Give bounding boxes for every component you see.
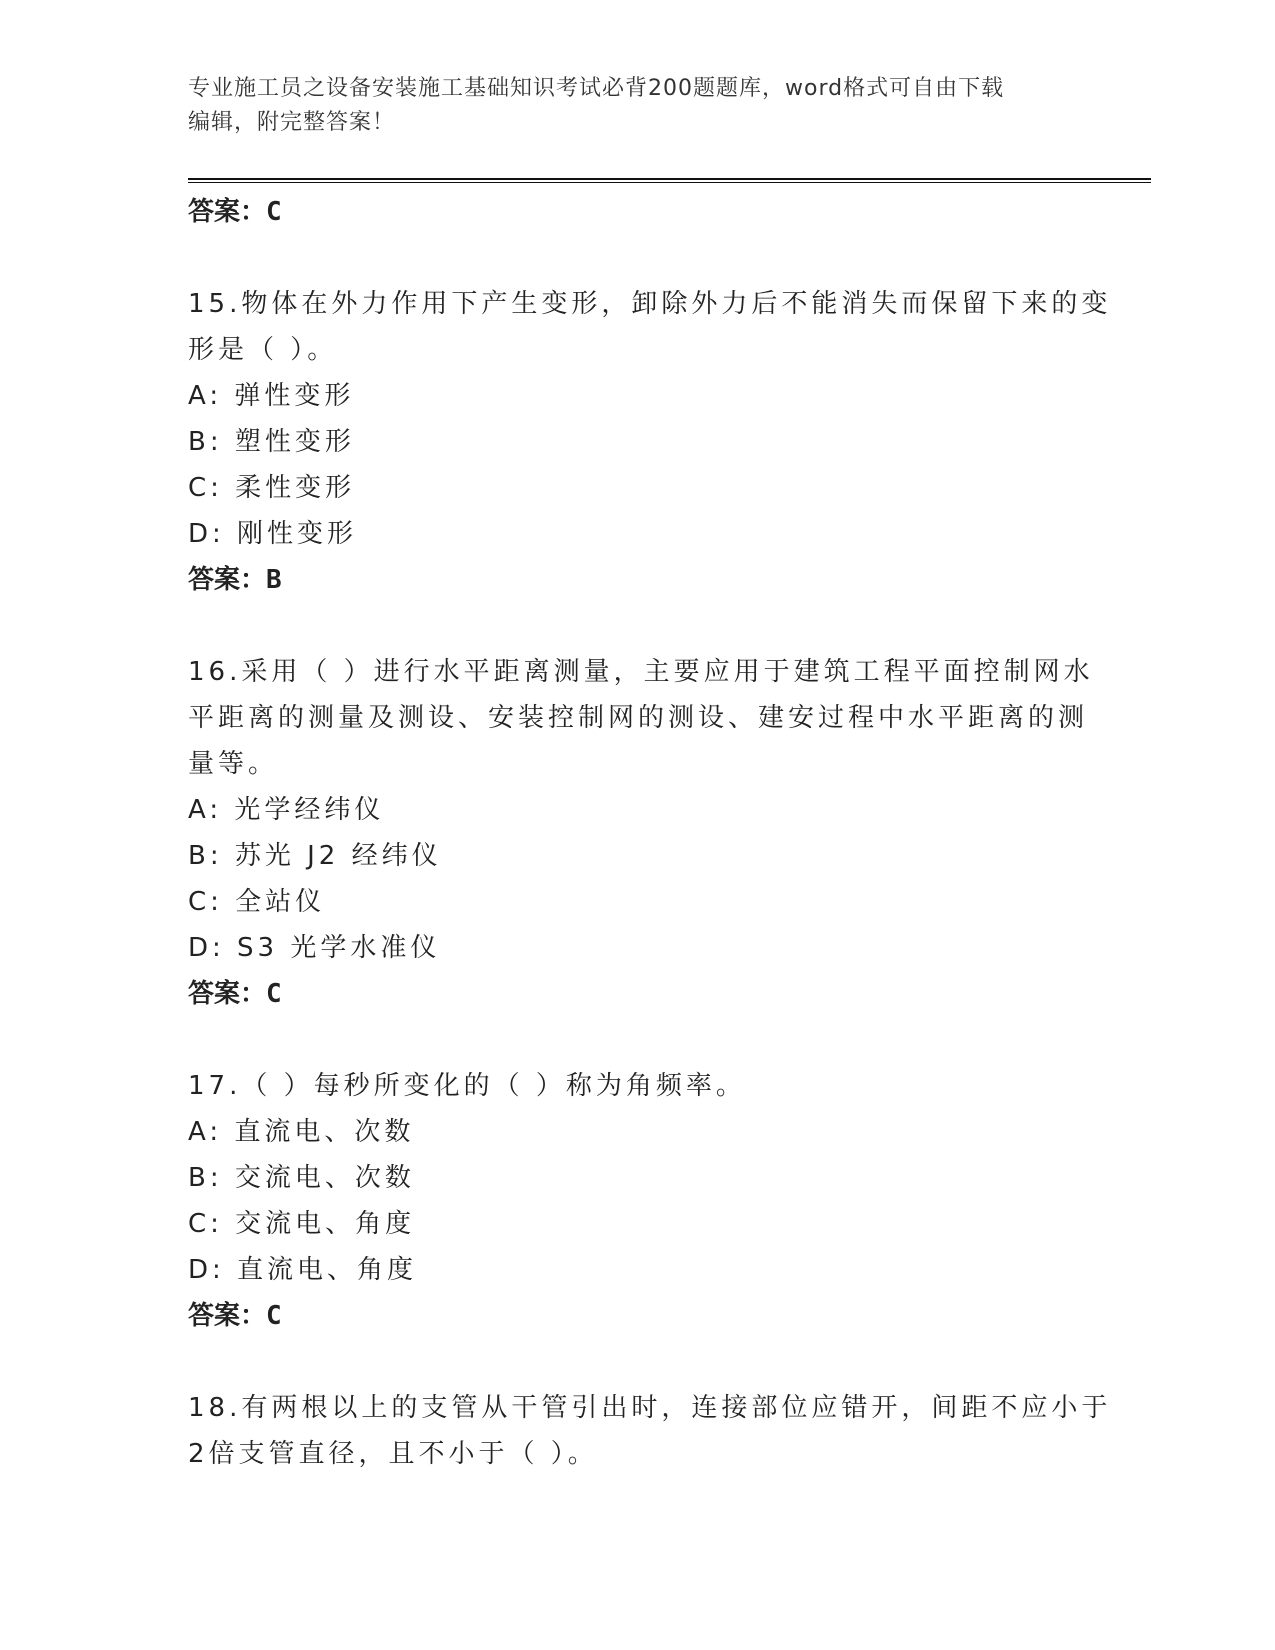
question-text: 17.（ ）每秒所变化的（ ）称为角频率。 (188, 1071, 746, 1101)
answer-line: 答案：C (188, 197, 282, 227)
question-text: 16.采用（ ）进行水平距离测量，主要应用于建筑工程平面控制网水 (188, 657, 1094, 687)
question-block (188, 281, 1112, 603)
option-b: B: 苏光 J2 经纬仪 (188, 841, 442, 871)
question-text: 15.物体在外力作用下产生变形，卸除外力后不能消失而保留下来的变 (188, 289, 1112, 319)
question-text: 形是（ ）。 (188, 335, 338, 365)
option-a: A: 弹性变形 (188, 381, 355, 411)
option-d: D: 刚性变形 (188, 519, 358, 549)
question-text: 18.有两根以上的支管从干管引出时，连接部位应错开，间距不应小于 (188, 1393, 1112, 1423)
header-title-line-2: 编辑，附完整答案！ (188, 110, 396, 135)
question-content (188, 189, 1112, 1477)
option-d: D: S3 光学水准仪 (188, 933, 441, 963)
answer-line: 答案：B (188, 565, 282, 595)
option-a: A: 光学经纬仪 (188, 795, 385, 825)
header-divider-thick (188, 178, 1151, 180)
spacer (188, 235, 1088, 281)
header-title-line-1: 专业施工员之设备安装施工基础知识考试必背200题题库，word格式可自由下载 (188, 76, 1005, 101)
answer-line: 答案：C (188, 1301, 282, 1331)
option-c: C: 柔性变形 (188, 473, 356, 503)
answer-line: 答案：C (188, 979, 282, 1009)
question-text: 2倍支管直径，且不小于（ ）。 (188, 1439, 598, 1469)
spacer (188, 1017, 1088, 1063)
question-block (188, 1063, 1088, 1339)
question-block (188, 649, 1094, 1017)
document-header (188, 72, 1088, 140)
option-b: B: 交流电、次数 (188, 1163, 415, 1193)
option-c: C: 交流电、角度 (188, 1209, 416, 1239)
spacer (188, 603, 1088, 649)
spacer (188, 1339, 1088, 1385)
option-a: A: 直流电、次数 (188, 1117, 415, 1147)
option-c: C: 全站仪 (188, 887, 326, 917)
option-d: D: 直流电、角度 (188, 1255, 418, 1285)
question-block (188, 1385, 1112, 1477)
question-text: 量等。 (188, 749, 279, 779)
option-b: B: 塑性变形 (188, 427, 355, 457)
header-divider-thin (188, 182, 1151, 183)
question-text: 平距离的测量及测设、安装控制网的测设、建安过程中水平距离的测 (188, 703, 1089, 733)
